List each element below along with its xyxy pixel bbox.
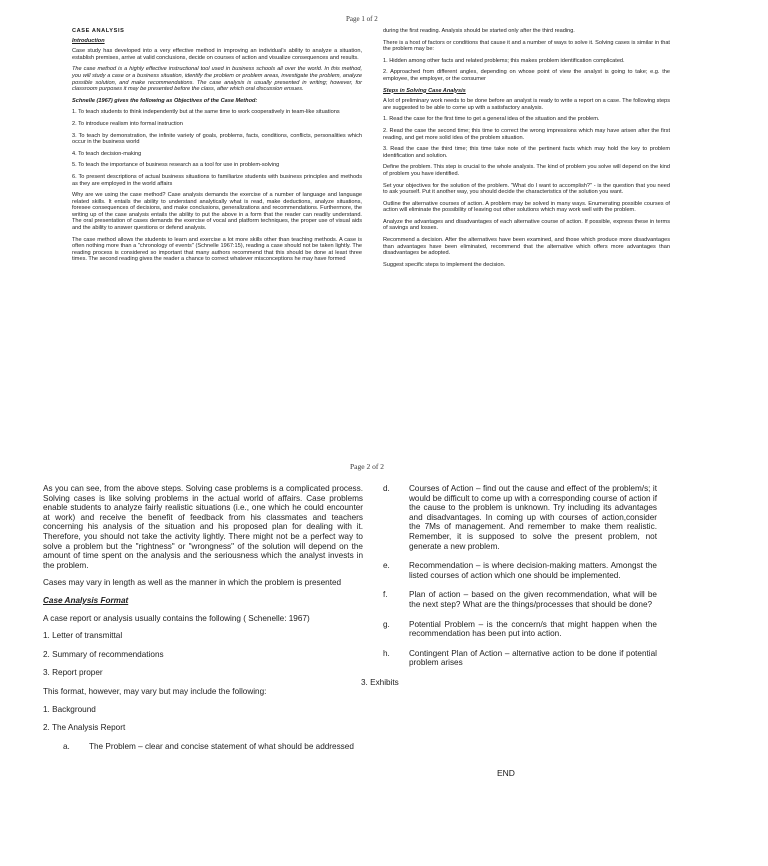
page-one-label: Page 1 of 2 xyxy=(346,15,378,23)
paragraph: Cases may vary in length as well as the manner in which the problem is presented xyxy=(43,578,342,588)
subitem-key: h. xyxy=(383,648,390,658)
list-item: 1. Hidden among other facts and related problems; this makes problem identification complicated. xyxy=(383,57,625,64)
paragraph: This format, however, may vary but may include the following: xyxy=(43,686,267,696)
objective-item: 4. To teach decision-making xyxy=(72,150,142,157)
paragraph: Suggest specific steps to implement the decision. xyxy=(383,261,506,268)
paragraph: Define the problem. This step is crucial to the whole analysis. The kind of problem you solve will depend on the kind of problem you have identified. xyxy=(383,164,670,177)
subitem-text: Potential Problem – is the concern/s that might happen when the recommendation has been put into action. xyxy=(409,619,657,639)
introduction-heading: Introduction xyxy=(72,37,105,44)
objective-item: 5. To teach the importance of business research as a tool for use in problem-solving xyxy=(72,162,280,169)
step-item: 3. Read the case the third time; this time take note of the pertinent facts which may hold the key to problem identification and solution. xyxy=(383,146,670,159)
paragraph: There is a host of factors or conditions that cause it and a number of ways to solve it. Solving cases is similar in that the problem may be: xyxy=(383,39,670,53)
subitem-h xyxy=(383,649,657,668)
list-item: 2. Approached from different angles, depending on whose point of view the analyst is going to take; e.g. the employee, the employer, or the consumer xyxy=(383,69,670,82)
page-two-label: Page 2 of 2 xyxy=(350,462,384,471)
page-two xyxy=(0,462,768,866)
subitem-text: The Problem – clear and concise statement of what should be addressed xyxy=(89,741,354,751)
subitem-key: a. xyxy=(63,741,70,751)
subitem-text: Recommendation – is where decision-making matters. Amongst the listed courses of action which one should be implemented. xyxy=(409,561,657,580)
subitem-f xyxy=(383,590,657,609)
objective-item: 6. To present descriptions of actual business situations to familiarize students with business principles and methods as they are employed in the world affairs xyxy=(72,173,362,187)
objective-item: 1. To teach students to think independently but at the same time to work cooperatively in team-like situations xyxy=(72,109,340,116)
paragraph: Outline the alternative courses of action. A problem may be solved in many ways. Enumerating possible courses of action will eliminate the possibility of leaving out other solutions which may work well with the problem. xyxy=(383,200,670,214)
subitem-key: e. xyxy=(383,561,390,571)
subitem-key: g. xyxy=(383,619,390,629)
paragraph: A lot of preliminary work needs to be done before an analyst is ready to write a report on a case. The following steps are suggested to be able to come up with a satisfactory analysis. xyxy=(383,98,670,111)
objective-item: 2. To introduce realism into formal instruction xyxy=(72,120,183,127)
subitem-g xyxy=(383,620,657,639)
subitem-text: Contingent Plan of Action – alternative action to be done if potential problem arises xyxy=(409,648,657,668)
format-item: 2. Summary of recommendations xyxy=(43,649,164,659)
subitem-key: f. xyxy=(383,590,388,600)
paragraph: Set your objectives for the solution of the problem. "What do I want to accomplish?" - is the question that you need to ask yourself. Put it another way, you should decide the characteristics of the solution you want. xyxy=(383,182,670,196)
paragraph: during the first reading. Analysis should be started only after the third reading. xyxy=(383,28,575,34)
subitem-d xyxy=(383,484,657,551)
steps-heading: Steps in Solving Case Analysis xyxy=(383,87,466,94)
page-one-right-column xyxy=(383,28,670,273)
end-marker: END xyxy=(497,768,515,778)
document-title: CASE ANALYSIS xyxy=(72,28,125,34)
page-two-left-column xyxy=(43,484,363,761)
format-item: 2. The Analysis Report xyxy=(43,723,126,733)
subitem-a xyxy=(43,742,363,752)
paragraph: The case method is a highly effective instructional tool used in business schools all over the world. In this method, you will study a case or a business situation, identify the problem or problem areas, investigate the problem, analyze possible solution, and make recommendations. The case analysis is usually presented in writing; however, for classroom purposes it may be presented before the class, after which oral discussion ensues. xyxy=(72,66,362,93)
format-item: 1. Letter of transmittal xyxy=(43,631,123,641)
format-heading: Case Analysis Format xyxy=(43,595,129,605)
step-item: 1. Read the case for the first time to get a general idea of the situation and the problem. xyxy=(383,116,600,123)
paragraph: Recommend a decision. After the alternatives have been examined, and those which produce more disadvantages than advantages have been eliminated, recommend that the alternative which offers more advantages than disadvantages be adopted. xyxy=(383,237,670,257)
paragraph: Analyze the advantages and disadvantages of each alternative course of action. If possible, express these in terms of savings and losses. xyxy=(383,218,670,232)
paragraph: The case method allows the students to learn and exercise a lot more skills other than teaching methods. A case is often nothing more than a "chronology of events" (Schnelle 1967:15), reading a case should not be taken lightly. The reading process is considered so important that many authors recommend that this should be done at least three times. The second reading gives the reader a chance to correct whatever misconceptions he may have formed xyxy=(72,236,362,263)
exhibits-item: 3. Exhibits xyxy=(361,677,399,687)
paragraph: As you can see, from the above steps. Solving case problems is a complicated process. Solving cases is like solving problems in the actual world of affairs. Case problems enable students to analyze fairly realistic situations (i.e., one which he could encounter at work) and receive the benefit of feedback from his classmates and teachers concerning his analysis of the situation and his proposed plan for dealing with it. Therefore, you should not take the activity lightly. There might not be a perfect way to solve a problem but the "rightness" or "wrongness" of the solution will depend on the amount of time spent on the analysis and the seriousness which the analyst invests in the problem. xyxy=(43,484,363,570)
step-item: 2. Read the case the second time; this time to correct the wrong impressions which may have arisen after the first reading, and get more solid idea of the problem situation. xyxy=(383,127,670,141)
objective-item: 3. To teach by demonstration, the infinite variety of goals, problems, facts, conditions, conflicts, personalities which occur in the business world xyxy=(72,132,362,146)
page-one-left-column xyxy=(72,28,362,268)
format-item: 3. Report proper xyxy=(43,668,103,678)
page-two-right-column xyxy=(361,484,657,696)
paragraph: Why are we using the case method? Case analysis demands the exercise of a number of language and language related skills. It entails the ability to understand analytically what is read, make deductions, analyze situations, foresee consequences of decisions, and make conclusions, generalizations and recommendations. Furthermore, the writing up of the case analysis entails the ability to put the above in a form that the reader can readily understand. The oral presentation of cases demands the exercise of vocal and platform techniques, the proper use of visual aids and the ability to answer questions or defend analysis. xyxy=(72,192,362,232)
subitem-key: d. xyxy=(383,484,390,493)
subitem-text: Plan of action – based on the given recommendation, what will be the next step? What are the things/processes that should be done? xyxy=(409,590,657,609)
paragraph: A case report or analysis usually contains the following ( Schenelle: 1967) xyxy=(43,613,310,623)
format-item: 1. Background xyxy=(43,704,96,714)
subitem-text: Courses of Action – find out the cause and effect of the problem/s; it would be difficult to come up with a corresponding course of action if the cause to the problem is unknown. Try including its advantages and disadvantages. In coming up with courses of action,consider the 7Ms of management. And remember to make them realistic. Remember, it is supposed to solve the present problem, not generate a new problem. xyxy=(409,484,657,551)
objectives-heading: Schnelle (1967) gives the following as Objectives of the Case Method: xyxy=(72,97,258,104)
subitem-e xyxy=(383,561,657,580)
paragraph: Case study has developed into a very effective method in improving an individual's ability to analyze a situation, establish premises, arrive at valid conclusions, decide on courses of action and visualize consequences and results. xyxy=(72,48,362,61)
